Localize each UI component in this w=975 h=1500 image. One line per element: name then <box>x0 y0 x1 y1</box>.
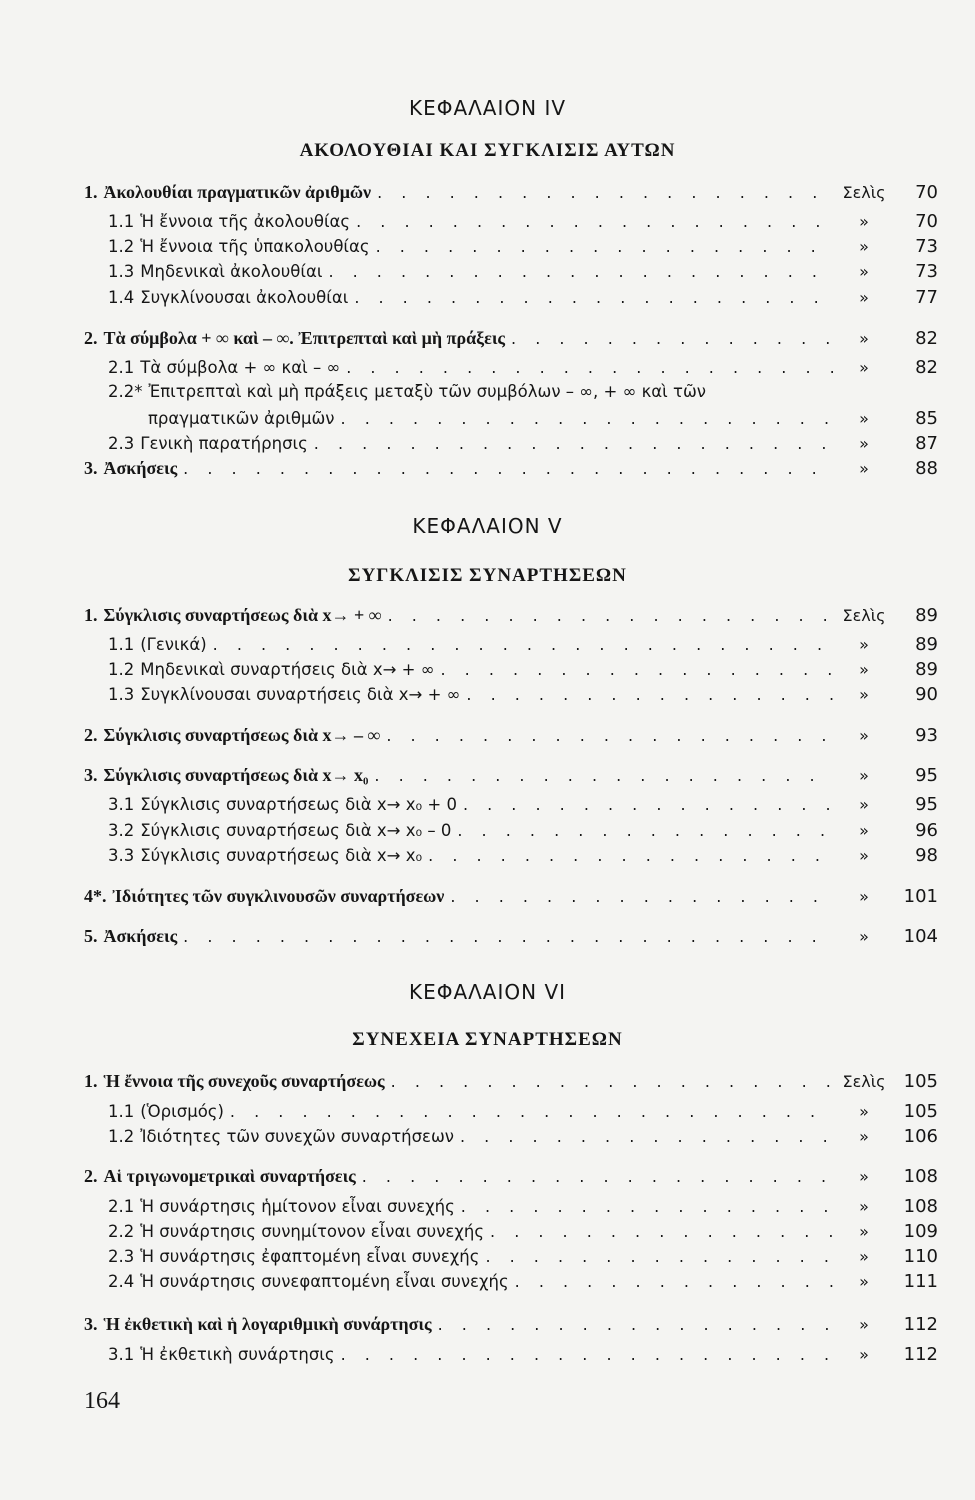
page-marker: » <box>859 1272 869 1291</box>
entry-number: 1.2 <box>108 660 135 679</box>
entry-page: 73 <box>915 236 938 257</box>
toc-entry <box>84 926 938 952</box>
entry-page: 110 <box>903 1246 938 1267</box>
entry-page: 98 <box>915 845 938 866</box>
page-marker: » <box>859 1197 869 1216</box>
entry-number: 1.2 <box>108 237 135 256</box>
entry-page: 112 <box>903 1314 938 1335</box>
entry-page: 73 <box>915 261 938 282</box>
leader-dots <box>213 635 834 654</box>
entry-title: Ἡ ἐκθετικὴ καὶ ἡ λογαριθμικὴ συνάρτησις <box>103 1314 432 1334</box>
entry-number: 3.2 <box>108 821 135 840</box>
toc-entry <box>84 765 938 791</box>
page-marker: Σελὶς <box>842 606 886 625</box>
toc-entry <box>84 725 938 751</box>
entry-title: Τὰ σύμβολα + ∞ καὶ – ∞ <box>140 358 341 377</box>
leader-dots <box>377 183 834 202</box>
toc-entry <box>108 1344 938 1370</box>
entry-page: 112 <box>903 1344 938 1365</box>
page-marker: » <box>859 262 869 281</box>
page-number: 164 <box>84 1388 120 1414</box>
leader-dots <box>438 1315 834 1334</box>
toc-entry <box>108 211 938 237</box>
entry-number: 1.3 <box>108 262 135 281</box>
page-marker: » <box>859 846 869 865</box>
toc-entry <box>108 1221 938 1247</box>
entry-number: 2. <box>84 1166 98 1186</box>
entry-page: 108 <box>903 1196 938 1217</box>
leader-dots <box>490 1222 834 1241</box>
entry-title: Γενικὴ παρατήρησις <box>140 434 308 453</box>
page-marker: » <box>859 288 869 307</box>
leader-dots <box>354 288 834 307</box>
page-marker: » <box>859 795 869 814</box>
toc-entry <box>108 659 938 685</box>
chapter-label: ΚΕΦΑΛΑΙΟΝ VI <box>408 980 567 1004</box>
entry-number: 2.2* <box>108 382 143 401</box>
entry-number: 1. <box>84 605 98 625</box>
page-marker: » <box>859 821 869 840</box>
entry-page: 95 <box>915 765 938 786</box>
entry-page: 82 <box>915 328 938 349</box>
leader-dots <box>466 685 834 704</box>
chapter-title: ΣΥΝΕΧΕΙΑ ΣΥΝΑΡΤΗΣΕΩΝ <box>352 1029 623 1050</box>
entry-title: Σύγκλισις συναρτήσεως διὰ x→ x₀ + 0 <box>140 795 457 814</box>
toc-entry <box>108 236 938 262</box>
entry-number: 2.4 <box>108 1272 135 1291</box>
page-marker: » <box>859 887 869 906</box>
entry-page: 89 <box>915 605 938 626</box>
entry-page: 106 <box>903 1126 938 1147</box>
toc-entry <box>108 845 938 871</box>
leader-dots <box>362 1167 834 1186</box>
page-marker: » <box>859 660 869 679</box>
leader-dots <box>461 1197 834 1216</box>
leader-dots <box>183 459 834 478</box>
page-marker: » <box>859 409 869 428</box>
chapter-title: ΣΥΓΚΛΙΣΙΣ ΣΥΝΑΡΤΗΣΕΩΝ <box>348 565 627 586</box>
toc-entry <box>84 182 938 208</box>
entry-number: 1.1 <box>108 212 135 231</box>
chapter-label: ΚΕΦΑΛΑΙΟΝ IV <box>408 96 567 120</box>
page-marker: » <box>859 1315 869 1334</box>
toc-entry <box>108 1196 938 1222</box>
entry-number: 2.1 <box>108 1197 135 1216</box>
entry-number: 1.2 <box>108 1127 135 1146</box>
toc-entry <box>84 1166 938 1192</box>
entry-title: Ἰδιότητες τῶν συνεχῶν συναρτήσεων <box>140 1127 454 1146</box>
toc-entry <box>84 458 938 484</box>
toc-entry <box>108 433 938 459</box>
entry-title: Αἱ τριγωνομετρικαὶ συναρτήσεις <box>103 1166 356 1186</box>
entry-page: 101 <box>903 886 938 907</box>
entry-title: Ἡ συνάρτησις συνημίτονον εἶναι συνεχής <box>140 1222 485 1241</box>
entry-number: 2.3 <box>108 434 135 453</box>
entry-number: 5. <box>84 926 98 946</box>
entry-page: 95 <box>915 794 938 815</box>
entry-title: Ἡ συνάρτησις ἐφαπτομένη εἶναι συνεχής <box>140 1247 480 1266</box>
entry-title: Ἡ συνάρτησις ἡμίτονον εἶναι συνεχής <box>140 1197 455 1216</box>
entry-page: 70 <box>915 182 938 203</box>
chapter-label: ΚΕΦΑΛΑΙΟΝ V <box>412 514 563 538</box>
entry-number: 3.1 <box>108 1345 135 1364</box>
entry-title: Ἐπιτρεπταὶ καὶ μὴ πράξεις μεταξὺ τῶν συμβόλων – ∞, + ∞ καὶ τῶν <box>148 382 706 401</box>
page-marker: » <box>859 726 869 745</box>
entry-title: (Γενικά) <box>140 635 207 654</box>
entry-number: 2.1 <box>108 358 135 377</box>
entry-title: Συγκλίνουσαι ἀκολουθίαι <box>140 288 349 307</box>
toc-entry <box>108 1271 938 1297</box>
entry-title: Ἀσκήσεις <box>103 926 178 946</box>
entry-number: 1.3 <box>108 685 135 704</box>
toc-entry <box>108 820 938 846</box>
entry-page: 105 <box>903 1101 938 1122</box>
entry-title: Ἡ ἔννοια τῆς συνεχοῦς συναρτήσεως <box>103 1071 385 1091</box>
entry-page: 87 <box>915 433 938 454</box>
toc-entry <box>108 634 938 660</box>
leader-dots <box>341 409 834 428</box>
entry-number: 3.3 <box>108 846 135 865</box>
leader-dots <box>441 660 835 679</box>
leader-dots <box>485 1247 834 1266</box>
toc-entry <box>84 886 938 912</box>
page-marker: Σελὶς <box>842 183 886 202</box>
leader-dots <box>328 262 834 281</box>
page-marker: » <box>859 459 869 478</box>
entry-number: 2. <box>84 328 98 348</box>
page-marker: » <box>859 358 869 377</box>
entry-page: 105 <box>903 1071 938 1092</box>
toc-entry <box>108 261 938 287</box>
leader-dots <box>356 212 834 231</box>
toc-entry-continuation <box>148 408 938 434</box>
page-marker: » <box>859 766 869 785</box>
entry-title: Σύγκλισις συναρτήσεως διὰ x→ x₀ – 0 <box>140 821 452 840</box>
leader-dots <box>341 1345 834 1364</box>
entry-number: 2. <box>84 725 98 745</box>
leader-dots <box>183 927 834 946</box>
entry-page: 89 <box>915 634 938 655</box>
page-marker: » <box>859 685 869 704</box>
entry-page: 82 <box>915 357 938 378</box>
entry-page: 93 <box>915 725 938 746</box>
leader-dots <box>314 434 834 453</box>
entry-page: 85 <box>915 408 938 429</box>
entry-title: Σύγκλισις συναρτήσεως διὰ x→ – ∞ <box>103 725 381 745</box>
entry-page: 108 <box>903 1166 938 1187</box>
leader-dots <box>230 1102 834 1121</box>
entry-number: 1.4 <box>108 288 135 307</box>
toc-entry <box>84 1071 938 1097</box>
entry-title: Σύγκλισις συναρτήσεως διὰ x→ x₀ <box>103 765 369 785</box>
entry-number: 1. <box>84 182 98 202</box>
entry-number: 2.2 <box>108 1222 135 1241</box>
page-marker: » <box>859 1247 869 1266</box>
entry-title: Ἡ ἔννοια τῆς ὑπακολουθίας <box>140 237 370 256</box>
page-marker: » <box>859 1222 869 1241</box>
entry-page: 77 <box>915 287 938 308</box>
leader-dots <box>391 1072 834 1091</box>
leader-dots <box>457 821 834 840</box>
entry-title: Ἡ ἔννοια τῆς ἀκολουθίας <box>140 212 351 231</box>
entry-title: Μηδενικαὶ συναρτήσεις διὰ x→ + ∞ <box>140 660 435 679</box>
toc-entry <box>108 382 706 408</box>
entry-number: 3. <box>84 1314 98 1334</box>
entry-page: 104 <box>903 926 938 947</box>
toc-entry <box>84 605 938 631</box>
page-marker: » <box>859 635 869 654</box>
page-marker: » <box>859 927 869 946</box>
toc-entry <box>108 794 938 820</box>
entry-page: 96 <box>915 820 938 841</box>
entry-number: 2.3 <box>108 1247 135 1266</box>
entry-number: 3. <box>84 458 98 478</box>
page-marker: Σελὶς <box>842 1072 886 1091</box>
entry-title: Ἡ ἐκθετικὴ συνάρτησις <box>140 1345 335 1364</box>
entry-page: 89 <box>915 659 938 680</box>
entry-title: Μηδενικαὶ ἀκολουθίαι <box>140 262 323 281</box>
leader-dots <box>386 726 834 745</box>
page-marker: » <box>859 329 869 348</box>
leader-dots <box>374 766 834 785</box>
chapter-title: ΑΚΟΛΟΥΘΙΑΙ ΚΑΙ ΣΥΓΚΛΙΣΙΣ ΑΥΤΩΝ <box>299 140 676 161</box>
entry-number: 1.1 <box>108 1102 135 1121</box>
entry-number: 1.1 <box>108 635 135 654</box>
leader-dots <box>511 329 834 348</box>
entry-title: Τὰ σύμβολα + ∞ καὶ – ∞. Ἐπιτρεπταὶ καὶ μὴ πράξεις <box>103 328 506 348</box>
entry-page: 109 <box>903 1221 938 1242</box>
toc-entry <box>108 684 938 710</box>
page-marker: » <box>859 1102 869 1121</box>
entry-title: Συγκλίνουσαι συναρτήσεις διὰ x→ + ∞ <box>140 685 461 704</box>
toc-entry <box>108 1126 938 1152</box>
leader-dots <box>346 358 834 377</box>
toc-entry <box>108 1101 938 1127</box>
leader-dots <box>515 1272 834 1291</box>
entry-title: Ἰδιότητες τῶν συγκλινουσῶν συναρτήσεων <box>112 886 445 906</box>
leader-dots <box>388 606 834 625</box>
toc-entry <box>84 328 938 354</box>
page-marker: » <box>859 434 869 453</box>
entry-title: Σύγκλισις συναρτήσεως διὰ x→ x₀ <box>140 846 423 865</box>
entry-page: 90 <box>915 684 938 705</box>
entry-title: (Ὁρισμός) <box>140 1102 224 1121</box>
entry-title: Σύγκλισις συναρτήσεως διὰ x→ + ∞ <box>103 605 382 625</box>
leader-dots <box>428 846 834 865</box>
entry-title: Ἀκολουθίαι πραγματικῶν ἀριθμῶν <box>103 182 372 202</box>
page-marker: » <box>859 1127 869 1146</box>
entry-title: Ἡ συνάρτησις συνεφαπτομένη εἶναι συνεχής <box>140 1272 509 1291</box>
toc-entry <box>108 1246 938 1272</box>
entry-page: 111 <box>903 1271 938 1292</box>
page-marker: » <box>859 1345 869 1364</box>
page-marker: » <box>859 212 869 231</box>
entry-title: Ἀσκήσεις <box>103 458 178 478</box>
page-marker: » <box>859 1167 869 1186</box>
leader-dots <box>463 795 834 814</box>
entry-title: πραγματικῶν ἀριθμῶν <box>148 409 335 428</box>
entry-number: 3. <box>84 765 98 785</box>
entry-page: 70 <box>915 211 938 232</box>
entry-number: 1. <box>84 1071 98 1091</box>
toc-entry <box>84 1314 938 1340</box>
entry-number: 3.1 <box>108 795 135 814</box>
toc-entry <box>108 287 938 313</box>
leader-dots <box>376 237 834 256</box>
leader-dots <box>450 887 834 906</box>
entry-number: 4*. <box>84 886 107 906</box>
leader-dots <box>460 1127 834 1146</box>
toc-entry <box>108 357 938 383</box>
page-marker: » <box>859 237 869 256</box>
entry-page: 88 <box>915 458 938 479</box>
